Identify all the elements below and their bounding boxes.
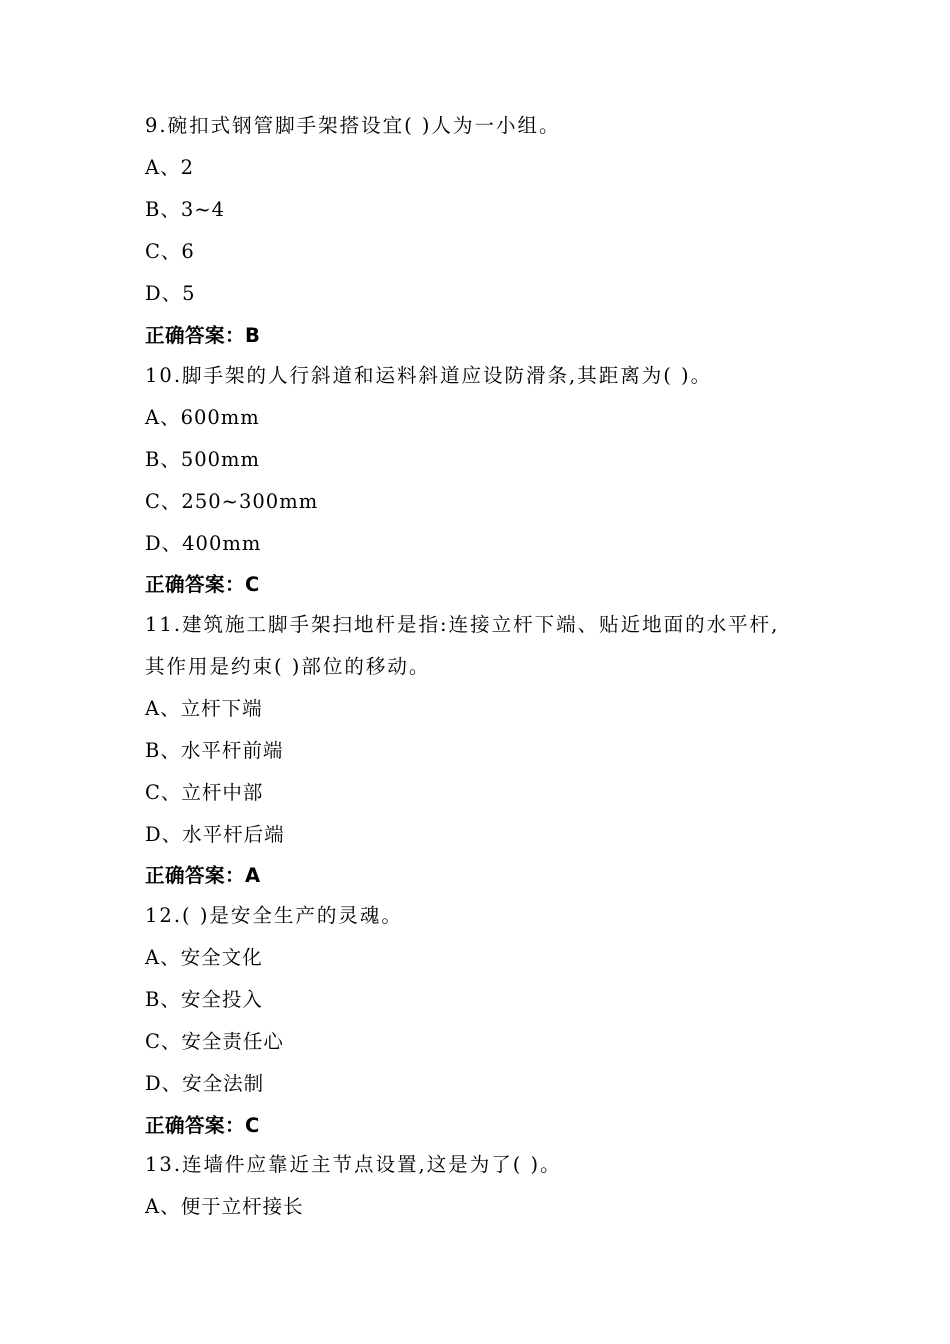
question-11-option-b: B、水平杆前端 [145,739,284,762]
question-12-answer: 正确答案：C [145,1114,260,1137]
question-11-option-c: C、立杆中部 [145,781,264,804]
question-11-text-line-2: 其作用是约束( )部位的移动。 [145,655,431,678]
question-12-option-c: C、安全责任心 [145,1030,284,1053]
question-9-option-d: D、5 [145,282,196,305]
question-11-answer: 正确答案：A [145,864,261,887]
question-10-option-d: D、400mm [145,532,262,555]
question-13-option-a: A、便于立杆接长 [145,1195,304,1218]
question-12-option-b: B、安全投入 [145,988,263,1011]
question-9-text: 9.碗扣式钢管脚手架搭设宜( )人为一小组。 [145,114,561,137]
question-9-option-a: A、2 [145,156,194,179]
question-13-text: 13.连墙件应靠近主节点设置,这是为了( )。 [145,1153,562,1176]
question-11-text-line-1: 11.建筑施工脚手架扫地杆是指:连接立杆下端、贴近地面的水平杆, [145,613,780,636]
question-9-option-c: C、6 [145,240,195,263]
question-9-answer: 正确答案：B [145,324,261,347]
question-12-text: 12.( )是安全生产的灵魂。 [145,904,403,927]
question-10-answer: 正确答案：C [145,573,260,596]
question-12-option-d: D、安全法制 [145,1072,265,1095]
question-10-option-c: C、250~300mm [145,490,319,513]
question-10-option-b: B、500mm [145,448,261,471]
question-11-option-a: A、立杆下端 [145,697,263,720]
question-10-text: 10.脚手架的人行斜道和运料斜道应设防滑条,其距离为( )。 [145,364,713,387]
question-10-option-a: A、600mm [145,406,260,429]
question-12-option-a: A、安全文化 [145,946,263,969]
question-9-option-b: B、3~4 [145,198,225,221]
question-11-option-d: D、水平杆后端 [145,823,285,846]
